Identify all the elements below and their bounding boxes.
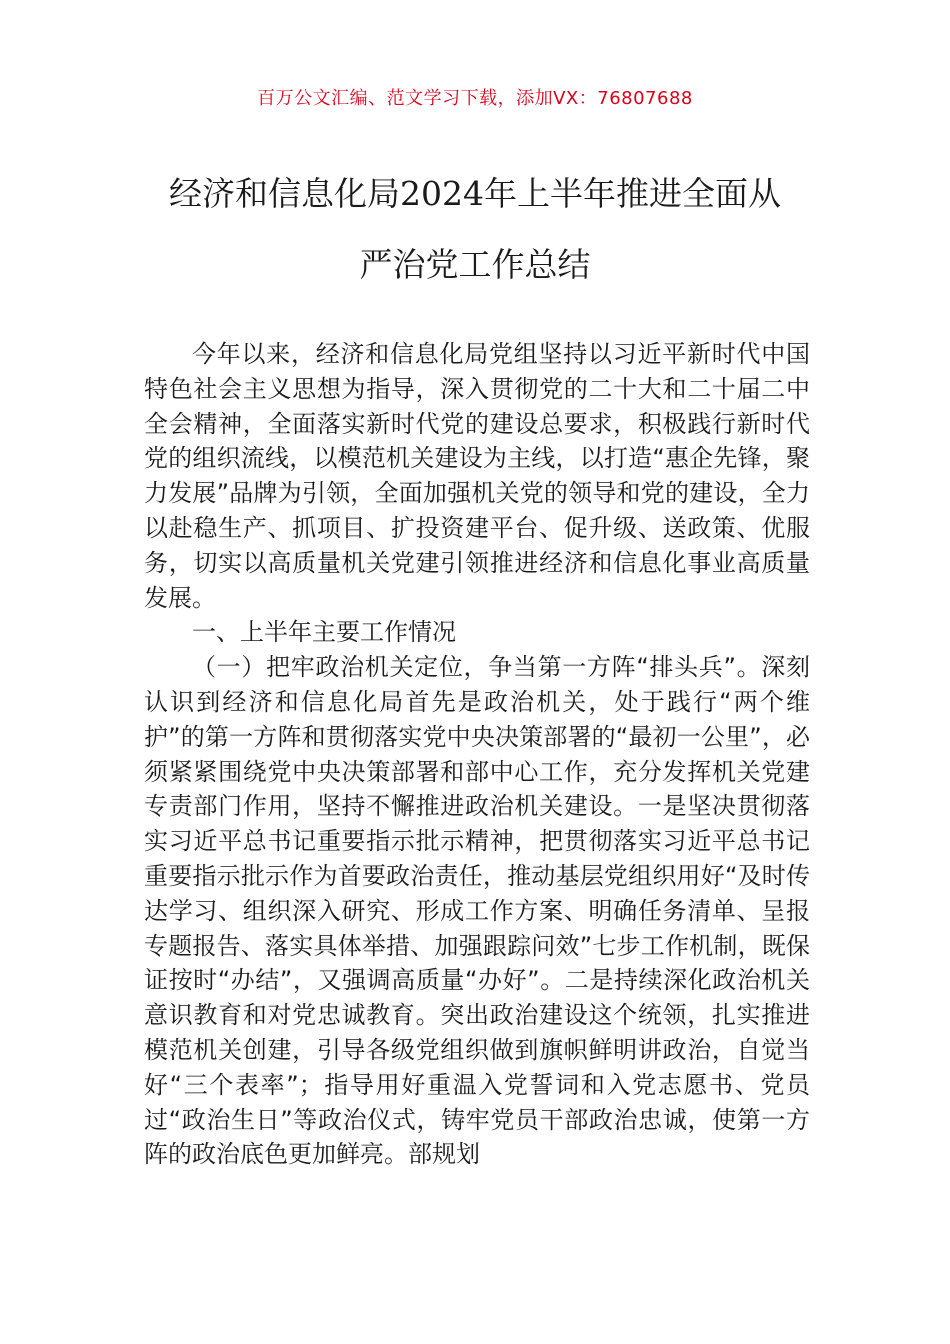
document-body (144, 337, 810, 1172)
section-heading: 一、上半年主要工作情况 (192, 618, 456, 647)
title-line-1: 经济和信息化局2024年上半年推进全面从 (169, 174, 781, 213)
title-line-2: 严治党工作总结 (359, 245, 591, 284)
intro-paragraph: 今年以来，经济和信息化局党组坚持以习近平新时代中国特色社会主义思想为指导，深入贯彻党的二十大和二十届二中全会精神，全面落实新时代党的建设总要求，积极践行新时代党的组织流线，以模范机关建设为主线，以打造“惠企先锋，聚力发展”品牌为引领，全面加强机关党的领导和党的建设，全力以赴稳生产、抓项目、扩投资建平台、促升级、送政策、优服务，切实以高质量机关党建引领推进经济和信息化事业高质量发展。 (144, 340, 810, 612)
document-title (100, 158, 850, 300)
header-notice: 百万公文汇编、范文学习下载，添加VX：76807688 (257, 88, 693, 109)
section-item-paragraph: （一）把牢政治机关定位，争当第一方阵“排头兵”。深刻认识到经济和信息化局首先是政治机关，处于践行“两个维护”的第一方阵和贯彻落实党中央决策部署的“最初一公里”，必须紧紧围绕党中央决策部署和部中心工作，充分发挥机关党建专责部门作用，坚持不懈推进政治机关建设。一是坚决贯彻落实习近平总书记重要指示批示精神，把贯彻落实习近平总书记重要指示批示作为首要政治责任，推动基层党组织用好“及时传达学习、组织深入研究、形成工作方案、明确任务清单、呈报专题报告、落实具体举措、加强跟踪问效”七步工作机制，既保证按时“办结”，又强调高质量“办好”。二是持续深化政治机关意识教育和对党忠诚教育。突出政治建设这个统领，扎实推进模范机关创建，引导各级党组织做到旗帜鲜明讲政治，自觉当好“三个表率”；指导用好重温入党誓词和入党志愿书、党员过“政治生日”等政治仪式，铸牢党员干部政治忠诚，使第一方阵的政治底色更加鲜亮。部规划 (144, 653, 810, 1169)
